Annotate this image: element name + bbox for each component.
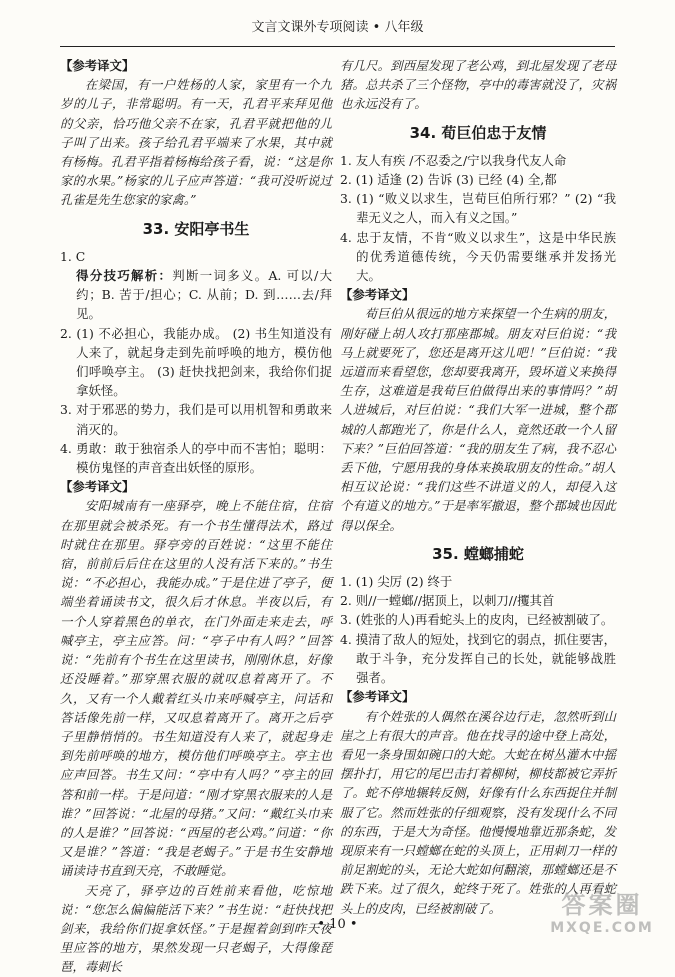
translation-34: 荀巨伯从很远的地方来探望一个生病的朋友，刚好碰上胡人攻打那座郡城。朋友对巨伯说：“我马上就要死了，您还是离开这儿吧！”巨伯说：“我远道而来看望您，您却要我离开，毁坏道义来换得生存，这难道是我荀巨伯做得出来的事情吗？”胡人进城后，对巨伯说：“我们大军一进城，整个郡城的人都跑光了，你是什么人，竟然还敢一个人留下来？”巨伯回答道：“我的朋友生了病，我不忍心丢下他，宁愿用我的身体来换取朋友的性命。”胡人相互议论说：“我们这些不讲道义的人，却侵入这个有道义的地方。”于是率军撤退，整个郡城也因此得以保全。	[340, 306, 616, 533]
left-column	[60, 56, 332, 977]
answer-33-1: 1. C	[60, 248, 86, 264]
translation-33-p2: 天亮了，驿亭边的百姓前来看他，吃惊地说：“您怎么偏偏能活下来？”书生说：“赶快找把剑来，我给你们捉拿妖怪。”于是握着剑到昨天夜里应答的地方，果然发现一只老蝎子，大得像琵琶，毒刺长	[60, 882, 332, 975]
translation-33-p1: 安阳城南有一座驿亭，晚上不能住宿，住宿在那里就会被杀死。有一个书生懂得法术，路过时就住在那里。驿亭旁的百姓说：“这里不能住宿，前前后后住在这里的人没有活下来的。”书生说：“不必担心，我能办成。”于是住进了亭子，便端坐着诵读书文，很久后才休息。半夜以后，有一个人穿着黑色的单衣，在门外面走来走去，呼喊亭主，亭主应答。问：“亭子中有人吗？”回答说：“先前有个书生在这里读书，刚刚休息，好像还没睡着。”那穿黑衣服的就叹息着离开了。不久，又有一个人戴着红头巾来呼喊亭主，问话和答话像先前一样，又叹息着离开了。离开之后亭子里静悄悄的。书生知道没有人来了，就起身走到先前呼唤的地方，模仿他们呼唤亭主。亭主也应声回答。书生又问：“亭中有人吗？”亭主的回答和前一样。于是问道：“刚才穿黑衣服来的人是谁？”回答说：“北屋的母猪。”又问：“戴红头巾来的人是谁？”回答说：“西屋的老公鸡。”问道：“你又是谁？”答道：“我是老蝎子。”于是书生安静地诵读诗书直到天亮，不敢睡觉。	[60, 498, 332, 879]
section-35-title: 35. 螳螂捕蛇	[432, 544, 524, 563]
header-rule	[60, 46, 615, 47]
watermark-logo	[537, 890, 667, 946]
ref-label-33: 【参考译文】	[60, 479, 135, 495]
ref-label-35: 【参考译文】	[340, 689, 415, 705]
ref-label-32: 【参考译文】	[60, 58, 135, 73]
page-number: • 10 •	[317, 917, 358, 932]
section-34-title: 34. 荀巨伯忠于友情	[409, 123, 547, 142]
answer-33-4: 4. 勇敢：敢于独宿杀人的亭中而不害怕；聪明：模仿鬼怪的声音查出妖怪的原形。	[60, 440, 332, 476]
analysis-text: 判断一词多义。A. 可以/大约；B. 苦于/担心；C. 从前；D. 到……去/拜见。	[76, 268, 333, 322]
answer-33-3: 3. 对于邪恶的势力，我们是可以用机智和勇敢来消灭的。	[60, 402, 332, 437]
watermark-text: 答案圈	[561, 891, 643, 919]
translation-32: 在梁国，有一户姓杨的人家，家里有一个九岁的儿子，非常聪明。有一天，孔君平来拜见他的父亲，恰巧他父亲不在家，孔君平就把他的儿子叫了出来。孩子给孔君平端来了水果，其中就有杨梅。孔君平指着杨梅给孩子看，说：“这是你家的水果。”杨家的儿子应声答道：“我可没听说过孔雀是先生您家的家禽。”	[60, 77, 332, 208]
translation-35: 有个姓张的人偶然在溪谷边行走，忽然听到山崖之上有很大的声音。他在找寻的途中登上高处，看见一条身围如碗口的大蛇。大蛇在树丛灌木中摇摆扑打，用它的尾巴击打着柳树，柳枝都被它弄折了。蛇不停地辗转反侧，好像有什么东西捉住并制服了它。然而姓张的仔细观察，没有发现什么不同的东西，于是大为奇怪。他慢慢地靠近那条蛇，发现原来有一只螳螂在蛇的头顶上，正用刺刀一样的前足割蛇的头，无论大蛇如何翻滚，那螳螂还是不跌下来。过了很久，蛇终于死了。姓张的人再看蛇头上的皮肉，已经被割破了。	[340, 708, 616, 916]
answer-34-4: 4. 忠于友情，不肯“败义以求生”，这是中华民族的优秀道德传统，今天仍需要继承并发扬光大。	[340, 229, 616, 284]
answer-33-2: 2. (1) 不必担心，我能办成。 (2) 书生知道没有人来了，就起身走到先前呼唤的地方，模仿他们呼唤亭主。 (3) 赶快找把剑来，我给你们捉拿妖怪。	[60, 325, 332, 399]
analysis-label: 得分技巧解析：	[76, 268, 173, 284]
right-column	[340, 56, 616, 918]
answer-35-4: 4. 摸清了敌人的短处，找到它的弱点，抓住要害，敢于斗争，充分发挥自己的长处，就能够战胜强者。	[340, 631, 616, 686]
section-33-title: 33. 安阳亭书生	[142, 219, 250, 238]
watermark-url: MXQE.COM	[550, 920, 654, 936]
answer-35-1: 1. (1) 尖厉 (2) 终于	[340, 574, 453, 590]
analysis-33-1	[60, 266, 332, 324]
answer-34-3: 3. (1) “败义以求生，岂荀巨伯所行邪？” (2) “我辈无义之人，而入有义之国。”	[340, 191, 616, 226]
answer-35-2: 2. 则//一螳螂//据顶上，以刺刀//攫其首	[340, 593, 555, 609]
answer-34-1: 1. 友人有疾 /不忍委之/宁以我身代友人命	[340, 152, 567, 168]
header-title: 文言文课外专项阅读 • 八年级	[251, 20, 424, 35]
ref-label-34: 【参考译文】	[340, 287, 415, 303]
page-header	[60, 14, 615, 42]
answer-34-2: 2. (1) 适逢 (2) 告诉 (3) 已经 (4) 全,都	[340, 172, 557, 188]
translation-33-continued: 有几尺。到西屋发现了老公鸡，到北屋发现了老母猪。总共杀了三个怪物，亭中的毒害就没了，灾祸也永远没有了。	[340, 58, 616, 112]
answer-35-3: 3. (姓张的人)再看蛇头上的皮肉，已经被割破了。	[340, 612, 614, 628]
